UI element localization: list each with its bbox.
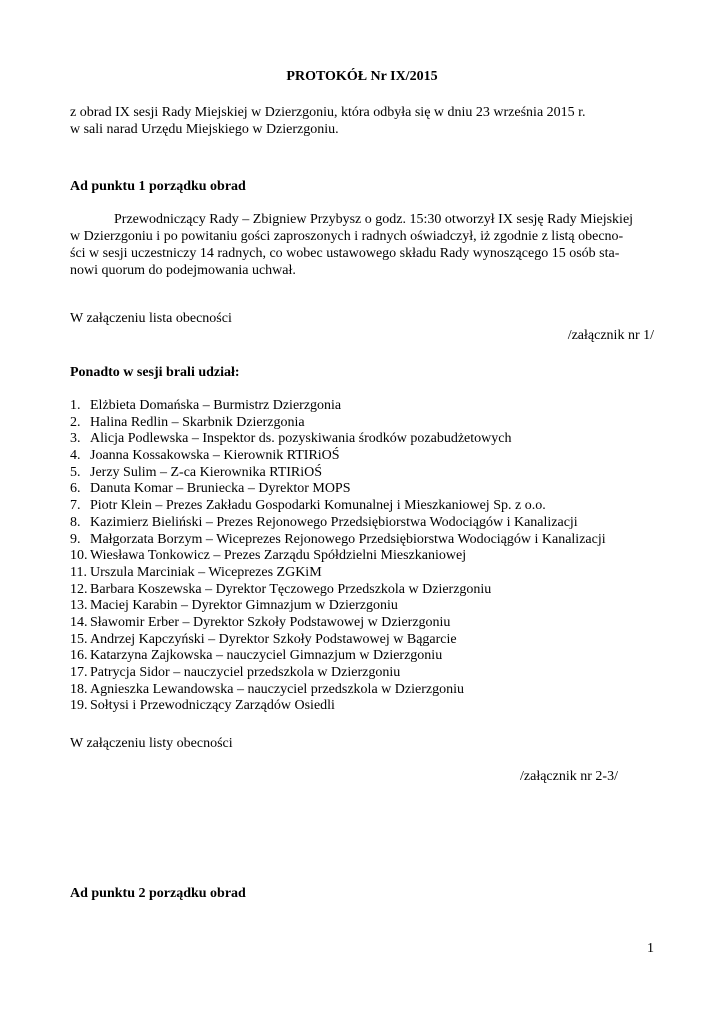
list-item [70, 582, 670, 599]
attachment-ref-1: /załącznik nr 1/ [567, 328, 654, 343]
list-item [70, 682, 670, 699]
attachment-ref-2: /załącznik nr 2-3/ [520, 769, 618, 784]
section-2-heading: Ad punktu 2 porządku obrad [70, 886, 246, 901]
list-item-number: 16. [70, 648, 88, 664]
list-item [70, 448, 670, 465]
paragraph-line: Przewodniczący Rady – Zbigniew Przybysz o godz. 15:30 otworzył IX sesję Rady Miejskiej [114, 212, 634, 227]
intro-line: z obrad IX sesji Rady Miejskiej w Dzierzgoniu, która odbyła się w dniu 23 września 2015 r. [70, 105, 586, 120]
list-item [70, 632, 670, 649]
list-item [70, 548, 670, 565]
list-item-text: Małgorzata Borzym – Wiceprezes Rejonowego Przedsiębiorstwa Wodociągów i Kanalizacji [90, 531, 606, 547]
list-item-text: Halina Redlin – Skarbnik Dzierzgonia [90, 414, 305, 430]
list-item-number: 12. [70, 581, 88, 597]
paragraph-line: w Dzierzgoniu i po powitaniu gości zaproszonych i radnych oświadczył, iż zgodnie z listą obecno- [70, 229, 624, 244]
list-item [70, 648, 670, 665]
attachment-note-2: W załączeniu listy obecności [70, 736, 233, 751]
participants-list [70, 398, 670, 715]
list-item [70, 598, 670, 615]
paragraph-line: ści w sesji uczestniczy 14 radnych, co wobec ustawowego składu Rady wynoszącego 15 osób sta- [70, 246, 620, 261]
list-item-text: Andrzej Kapczyński – Dyrektor Szkoły Podstawowej w Bągarcie [90, 631, 457, 647]
list-item-text: Jerzy Sulim – Z-ca Kierownika RTIRiOŚ [90, 464, 323, 480]
list-item [70, 431, 670, 448]
attachment-note-1: W załączeniu lista obecności [70, 311, 232, 326]
list-item [70, 665, 670, 682]
list-item-number: 2. [70, 414, 81, 430]
list-item-text: Barbara Koszewska – Dyrektor Tęczowego Przedszkola w Dzierzgoniu [90, 581, 492, 597]
list-item-number: 7. [70, 498, 81, 514]
list-item-number: 1. [70, 398, 81, 413]
document-title: PROTOKÓŁ Nr IX/2015 [286, 69, 438, 84]
list-item-text: Wiesława Tonkowicz – Prezes Zarządu Spółdzielni Mieszkaniowej [90, 548, 467, 564]
list-item-text: Piotr Klein – Prezes Zakładu Gospodarki Komunalnej i Mieszkaniowej Sp. z o.o. [90, 498, 546, 514]
intro-line: w sali narad Urzędu Miejskiego w Dzierzgoniu. [70, 122, 339, 137]
list-item [70, 615, 670, 632]
list-item-text: Alicja Podlewska – Inspektor ds. pozyskiwania środków pozabudżetowych [90, 431, 512, 447]
list-item-number: 8. [70, 514, 81, 530]
list-item-text: Agnieszka Lewandowska – nauczyciel przedszkola w Dzierzgoniu [90, 681, 464, 697]
list-item-number: 14. [70, 614, 88, 630]
list-item-text: Urszula Marciniak – Wiceprezes ZGKiM [90, 564, 322, 580]
list-item-text: Danuta Komar – Bruniecka – Dyrektor MOPS [90, 481, 351, 497]
list-item [70, 498, 670, 515]
page-number: 1 [647, 941, 654, 956]
list-item-number: 18. [70, 681, 88, 697]
section-1-heading: Ad punktu 1 porządku obrad [70, 179, 246, 194]
list-item-number: 3. [70, 431, 81, 447]
list-item-number: 15. [70, 631, 88, 647]
list-item-text: Patrycja Sidor – nauczyciel przedszkola w Dzierzgoniu [90, 665, 401, 680]
list-item-text: Kazimierz Bieliński – Prezes Rejonowego Przedsiębiorstwa Wodociągów i Kanalizacji [90, 514, 578, 530]
list-item [70, 515, 670, 532]
list-item-text: Katarzyna Zajkowska – nauczyciel Gimnazjum w Dzierzgoniu [90, 648, 443, 664]
list-item [70, 565, 670, 582]
participants-heading: Ponadto w sesji brali udział: [70, 365, 240, 380]
list-item-number: 10. [70, 548, 88, 564]
list-item-number: 19. [70, 698, 88, 714]
section-1-paragraph [70, 211, 654, 279]
paragraph-line: nowi quorum do podejmowania uchwał. [70, 263, 296, 278]
list-item-text: Sołtysi i Przewodniczący Zarządów Osiedli [90, 698, 335, 714]
list-item-number: 5. [70, 464, 81, 480]
list-item-text: Sławomir Erber – Dyrektor Szkoły Podstawowej w Dzierzgoniu [90, 614, 451, 630]
list-item [70, 481, 670, 498]
list-item-number: 9. [70, 531, 81, 547]
list-item [70, 415, 670, 432]
list-item [70, 532, 670, 549]
list-item-text: Maciej Karabin – Dyrektor Gimnazjum w Dzierzgoniu [90, 598, 398, 614]
list-item [70, 398, 670, 415]
list-item-number: 6. [70, 481, 81, 497]
list-item-text: Joanna Kossakowska – Kierownik RTIRiOŚ [90, 448, 340, 464]
list-item-number: 17. [70, 665, 88, 680]
list-item-number: 11. [70, 564, 87, 580]
list-item [70, 698, 670, 715]
list-item [70, 465, 670, 482]
intro-paragraph [70, 104, 654, 138]
list-item-text: Elżbieta Domańska – Burmistrz Dzierzgonia [90, 398, 342, 413]
list-item-number: 13. [70, 598, 88, 614]
list-item-number: 4. [70, 448, 81, 464]
